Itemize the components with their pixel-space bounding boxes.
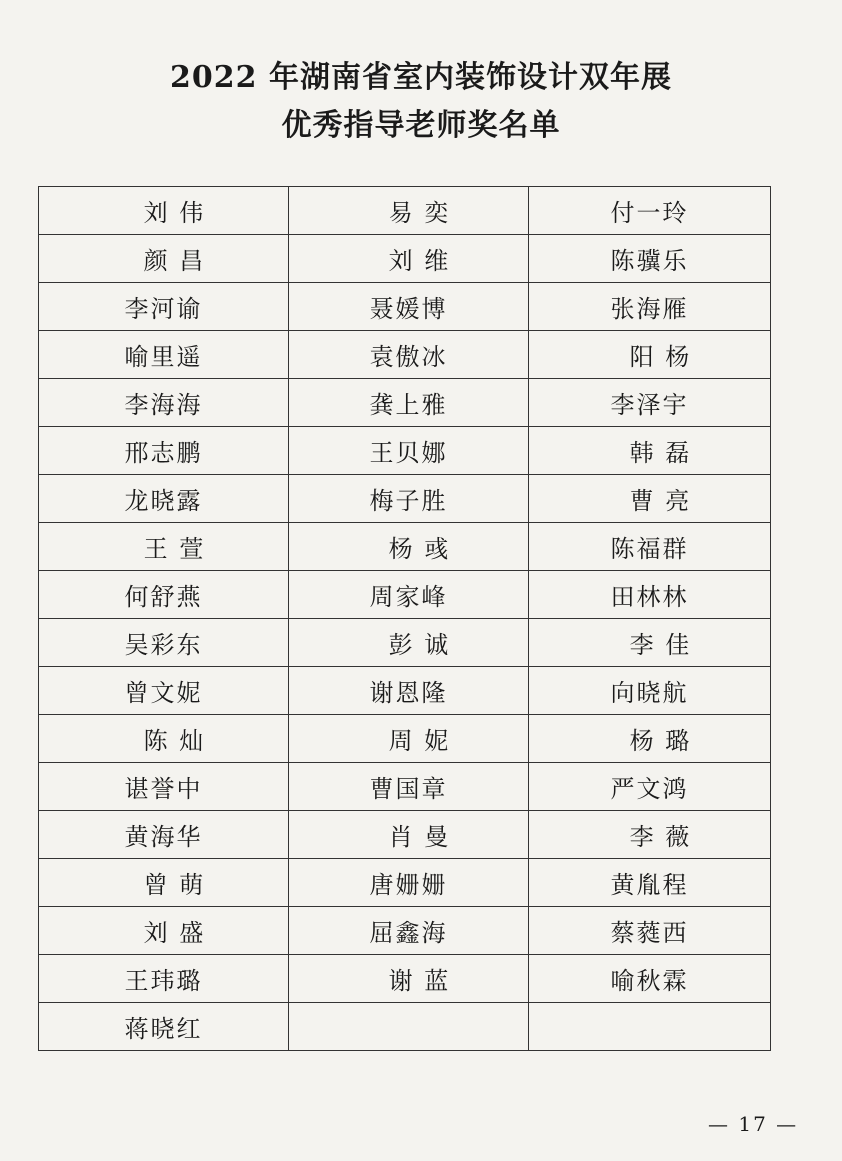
name-cell: 谌誉中 [39, 763, 289, 811]
name-cell: 曹国章 [289, 763, 529, 811]
name-cell: 谢 蓝 [289, 955, 529, 1003]
name-cell: 龙晓露 [39, 475, 289, 523]
name-cell: 喻秋霖 [529, 955, 771, 1003]
name-cell: 喻里遥 [39, 331, 289, 379]
table-row [39, 283, 771, 331]
name-cell: 刘 维 [289, 235, 529, 283]
table-row [39, 331, 771, 379]
name-cell: 袁傲冰 [289, 331, 529, 379]
name-cell: 杨 璐 [529, 715, 771, 763]
table-row [39, 859, 771, 907]
name-cell: 彭 诚 [289, 619, 529, 667]
name-cell: 蔡蕤西 [529, 907, 771, 955]
name-cell: 邢志鹏 [39, 427, 289, 475]
name-cell: 田林林 [529, 571, 771, 619]
name-cell: 张海雁 [529, 283, 771, 331]
name-cell: 屈鑫海 [289, 907, 529, 955]
name-cell: 肖 曼 [289, 811, 529, 859]
table-row [39, 379, 771, 427]
table-row [39, 811, 771, 859]
page-number: — 17 — [708, 1112, 799, 1136]
name-cell: 谢恩隆 [289, 667, 529, 715]
table-row [39, 187, 771, 235]
name-cell: 梅子胜 [289, 475, 529, 523]
name-cell: 聂媛博 [289, 283, 529, 331]
name-cell: 颜 昌 [39, 235, 289, 283]
table-row [39, 427, 771, 475]
name-cell: 陈骥乐 [529, 235, 771, 283]
name-cell: 付一玲 [529, 187, 771, 235]
name-cell: 蒋晓红 [39, 1003, 289, 1051]
name-cell: 李 佳 [529, 619, 771, 667]
name-cell [289, 1003, 529, 1051]
name-cell: 曾 萌 [39, 859, 289, 907]
name-cell: 阳 杨 [529, 331, 771, 379]
table-row [39, 715, 771, 763]
name-cell: 李 薇 [529, 811, 771, 859]
name-cell: 陈福群 [529, 523, 771, 571]
table-row [39, 763, 771, 811]
name-cell: 严文鸿 [529, 763, 771, 811]
table-row [39, 1003, 771, 1051]
name-cell: 李泽宇 [529, 379, 771, 427]
name-cell: 周家峰 [289, 571, 529, 619]
name-cell: 李河谕 [39, 283, 289, 331]
name-cell: 王贝娜 [289, 427, 529, 475]
name-cell: 周 妮 [289, 715, 529, 763]
name-cell: 吴彩东 [39, 619, 289, 667]
table-row [39, 571, 771, 619]
table-row [39, 235, 771, 283]
table-row [39, 907, 771, 955]
table-row [39, 955, 771, 1003]
name-cell: 韩 磊 [529, 427, 771, 475]
name-cell: 王 萱 [39, 523, 289, 571]
name-cell: 黄胤程 [529, 859, 771, 907]
name-cell: 李海海 [39, 379, 289, 427]
name-cell: 曹 亮 [529, 475, 771, 523]
name-cell: 何舒燕 [39, 571, 289, 619]
document-title-line1: 2022 年湖南省室内装饰设计双年展 [170, 60, 672, 95]
name-cell: 龚上雅 [289, 379, 529, 427]
name-cell: 易 奕 [289, 187, 529, 235]
table-row [39, 619, 771, 667]
name-cell [529, 1003, 771, 1051]
name-cell: 唐姗姗 [289, 859, 529, 907]
name-cell: 曾文妮 [39, 667, 289, 715]
table-row [39, 667, 771, 715]
name-cell: 刘 伟 [39, 187, 289, 235]
award-names-table-body [39, 187, 771, 1051]
name-cell: 杨 彧 [289, 523, 529, 571]
table-row [39, 523, 771, 571]
name-cell: 刘 盛 [39, 907, 289, 955]
name-cell: 向晓航 [529, 667, 771, 715]
name-cell: 王玮璐 [39, 955, 289, 1003]
table-row [39, 475, 771, 523]
name-cell: 陈 灿 [39, 715, 289, 763]
award-names-table [38, 186, 771, 1051]
name-cell: 黄海华 [39, 811, 289, 859]
document-title-line2: 优秀指导老师奖名单 [281, 108, 561, 143]
